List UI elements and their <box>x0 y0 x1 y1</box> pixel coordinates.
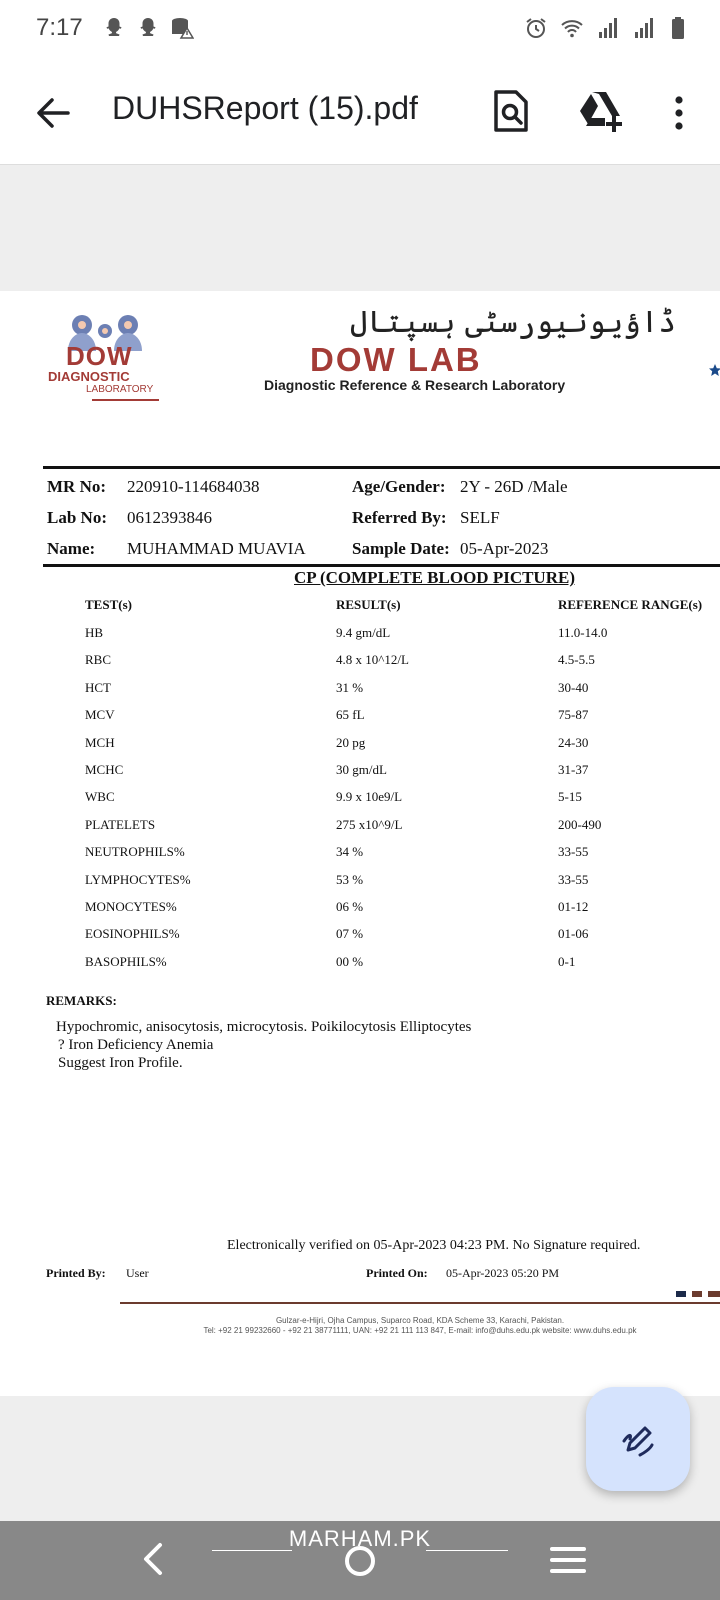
table-cell-result: 4.8 x 10^12/L <box>336 652 409 668</box>
footer-contact: Tel: +92 21 99232660 - +92 21 38771111, UAN: +92 21 111 113 847, E-mail: info@duhs.edu.pk website: www.duhs.edu.pk <box>203 1326 637 1335</box>
table-cell-test: HB <box>85 625 104 640</box>
sample-date-value: 05-Apr-2023 <box>460 539 549 558</box>
battery-icon <box>668 16 692 40</box>
dow-diagnostic-logo <box>44 311 166 401</box>
table-cell-test: EOSINOPHILS% <box>85 926 180 942</box>
storage-warning-icon <box>170 16 194 40</box>
footer-rule <box>120 1302 720 1304</box>
signal-icon <box>632 16 656 40</box>
footer-bar <box>676 1291 686 1297</box>
lab-no-value: 0612393846 <box>127 508 212 527</box>
table-cell-range: 0-1 <box>558 953 576 969</box>
edit-pen-icon <box>618 1419 658 1459</box>
name-value: MUHAMMAD MUAVIA <box>127 539 306 558</box>
printed-on-label: Printed On: <box>366 1266 428 1280</box>
lab-no-label: Lab No: <box>47 508 107 527</box>
age-value: 2Y - 26D /Male <box>460 477 568 496</box>
verification-note: Electronically verified on 05-Apr-2023 04:23 PM. No Signature required. <box>227 1238 641 1253</box>
snapchat-icon <box>102 16 126 40</box>
table-cell-range: 200-490 <box>558 816 602 832</box>
table-cell-test: PLATELETS <box>85 816 156 832</box>
footer-bar <box>692 1291 702 1297</box>
table-cell-result: 30 gm/dL <box>336 762 387 777</box>
divider <box>43 466 720 469</box>
table-cell-result: 31 % <box>336 679 364 695</box>
table-cell-result: 9.9 x 10e9/L <box>336 789 403 805</box>
table-cell-range: 5-15 <box>558 789 582 805</box>
remarks-title: REMARKS: <box>46 993 117 1008</box>
column-header-result: RESULT(s) <box>336 597 401 612</box>
logo-subtitle-2: LABORATORY <box>86 384 154 395</box>
table-cell-range: 01-12 <box>558 899 589 914</box>
find-in-page-icon[interactable] <box>488 88 534 134</box>
column-header-test: TEST(s) <box>85 597 132 612</box>
table-cell-test: MONOCYTES% <box>85 899 177 914</box>
app-bar <box>0 62 720 165</box>
table-cell-test: MCH <box>85 734 115 750</box>
table-cell-range: 24-30 <box>558 734 589 750</box>
printed-by-label: Printed By: <box>46 1266 106 1280</box>
table-cell-result: 275 x10^9/L <box>336 816 403 832</box>
lab-subtitle: Diagnostic Reference & Research Laboratory <box>264 377 566 393</box>
table-cell-test: HCT <box>85 679 111 695</box>
alarm-icon <box>524 16 548 40</box>
age-label: Age/Gender: <box>352 477 446 496</box>
printed-by-value: User <box>126 1266 149 1280</box>
table-cell-test: MCHC <box>85 762 124 777</box>
footer-bar <box>708 1291 720 1297</box>
footer-address: Gulzar-e-Hijri, Ojha Campus, Suparco Road, KDA Scheme 33, Karachi, Pakistan. <box>275 1316 565 1325</box>
table-cell-test: MCV <box>85 707 115 723</box>
table-cell-result: 53 % <box>336 871 364 887</box>
name-label: Name: <box>47 539 96 558</box>
table-cell-result: 20 pg <box>336 734 366 750</box>
table-cell-range: 11.0-14.0 <box>558 625 608 640</box>
table-cell-test: WBC <box>85 789 115 805</box>
table-cell-result: 00 % <box>336 953 364 969</box>
signal-icon <box>596 16 620 40</box>
urdu-hospital-name: ڈاؤیونیورسٹی ہسپتال <box>350 305 676 340</box>
document-title: DUHSReport (15).pdf <box>112 90 418 126</box>
status-time: 7:17 <box>36 14 83 41</box>
table-cell-test: LYMPHOCYTES% <box>85 871 191 887</box>
table-cell-test: RBC <box>85 652 112 668</box>
divider <box>43 564 720 567</box>
table-cell-result: 07 % <box>336 926 364 942</box>
remark-line: ? Iron Deficiency Anemia <box>58 1037 214 1053</box>
column-header-range: REFERENCE RANGE(s) <box>558 597 703 612</box>
sample-date-label: Sample Date: <box>352 539 450 558</box>
logo-subtitle: DIAGNOSTIC <box>48 369 130 384</box>
table-cell-test: NEUTROPHILS% <box>85 844 185 860</box>
star-icon <box>708 363 720 377</box>
add-to-drive-icon[interactable] <box>576 88 626 134</box>
wifi-icon <box>560 16 584 40</box>
table-cell-range: 4.5-5.5 <box>558 652 595 668</box>
table-cell-range: 31-37 <box>558 762 589 777</box>
table-cell-range: 75-87 <box>558 707 589 723</box>
table-cell-result: 9.4 gm/dL <box>336 625 391 640</box>
back-arrow-icon[interactable] <box>30 90 76 136</box>
table-cell-range: 30-40 <box>558 679 589 695</box>
edit-fab-button[interactable] <box>586 1387 690 1491</box>
snapchat-icon <box>136 16 160 40</box>
report-title: CP (COMPLETE BLOOD PICTURE) <box>294 568 575 587</box>
status-bar <box>0 0 720 62</box>
table-cell-range: 01-06 <box>558 926 589 942</box>
table-cell-test: BASOPHILS% <box>85 953 167 969</box>
printed-on-value: 05-Apr-2023 05:20 PM <box>446 1266 560 1280</box>
lab-name: DOW LAB <box>310 341 482 378</box>
remark-line: Suggest Iron Profile. <box>58 1055 183 1071</box>
remark-line: Hypochromic, anisocytosis, microcytosis. Poikilocytosis Elliptocytes <box>56 1019 472 1035</box>
pdf-page <box>0 291 720 1396</box>
referred-value: SELF <box>460 508 500 527</box>
logo-text: DOW <box>66 341 133 371</box>
table-cell-range: 33-55 <box>558 871 589 887</box>
mr-value: 220910-114684038 <box>127 477 260 496</box>
table-cell-result: 65 fL <box>336 707 365 723</box>
table-cell-result: 34 % <box>336 844 364 860</box>
table-cell-range: 33-55 <box>558 844 589 860</box>
table-cell-result: 06 % <box>336 899 364 914</box>
more-options-icon[interactable] <box>664 90 694 136</box>
watermark: MARHAM.PK <box>288 1526 432 1551</box>
referred-label: Referred By: <box>352 508 447 527</box>
mr-label: MR No: <box>47 477 107 496</box>
